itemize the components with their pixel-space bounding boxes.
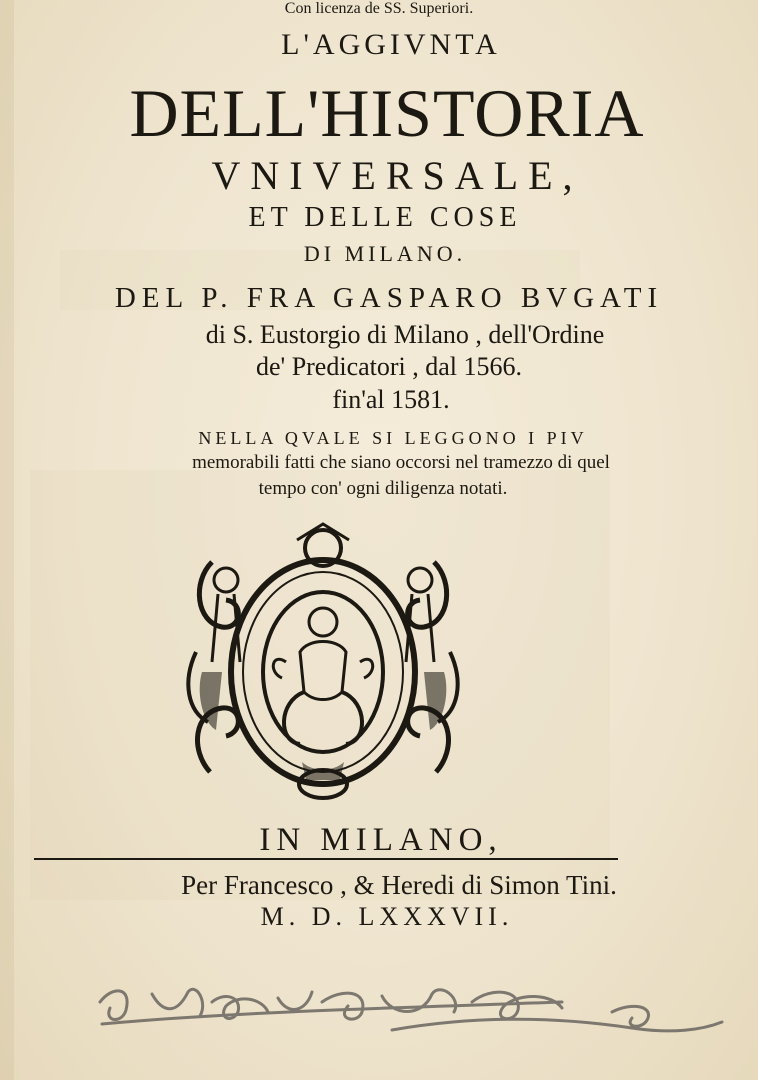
author-detail-2: de' Predicatori , dal 1566.	[255, 352, 523, 381]
heading-universale: VNIVERSALE,	[211, 153, 583, 198]
author-detail-1: di S. Eustorgio di Milano , dell'Ordine	[205, 320, 605, 349]
description-line-1: memorabili fatti che siano occorsi nel tramezzo di quel	[192, 452, 610, 473]
heading-et-delle-cose: ET DELLE COSE	[248, 202, 522, 233]
heading-di-milano: DI MILANO.	[303, 241, 467, 266]
imprint-rule	[34, 858, 618, 860]
heading-aggiunta: L'AGGIVNTA	[281, 28, 501, 61]
description-line-2: tempo con' ogni diligenza notati.	[258, 478, 508, 499]
printers-device-emblem	[182, 522, 464, 804]
imprint-place: IN MILANO,	[259, 822, 503, 858]
imprint-license: Con licenza de SS. Superiori.	[284, 0, 474, 17]
heading-historia: DELL'HISTORIA	[129, 75, 645, 151]
imprint-date: M. D. LXXXVII.	[260, 902, 514, 931]
imprint-printer: Per Francesco , & Heredi di Simon Tini.	[181, 870, 617, 900]
author-line: DEL P. FRA GASPARO BVGATI	[114, 282, 664, 314]
author-detail-3: fin'al 1581.	[332, 385, 450, 414]
description-heading: NELLA QVALE SI LEGGONO I PIV	[198, 428, 588, 448]
handwritten-signature	[92, 972, 732, 1064]
